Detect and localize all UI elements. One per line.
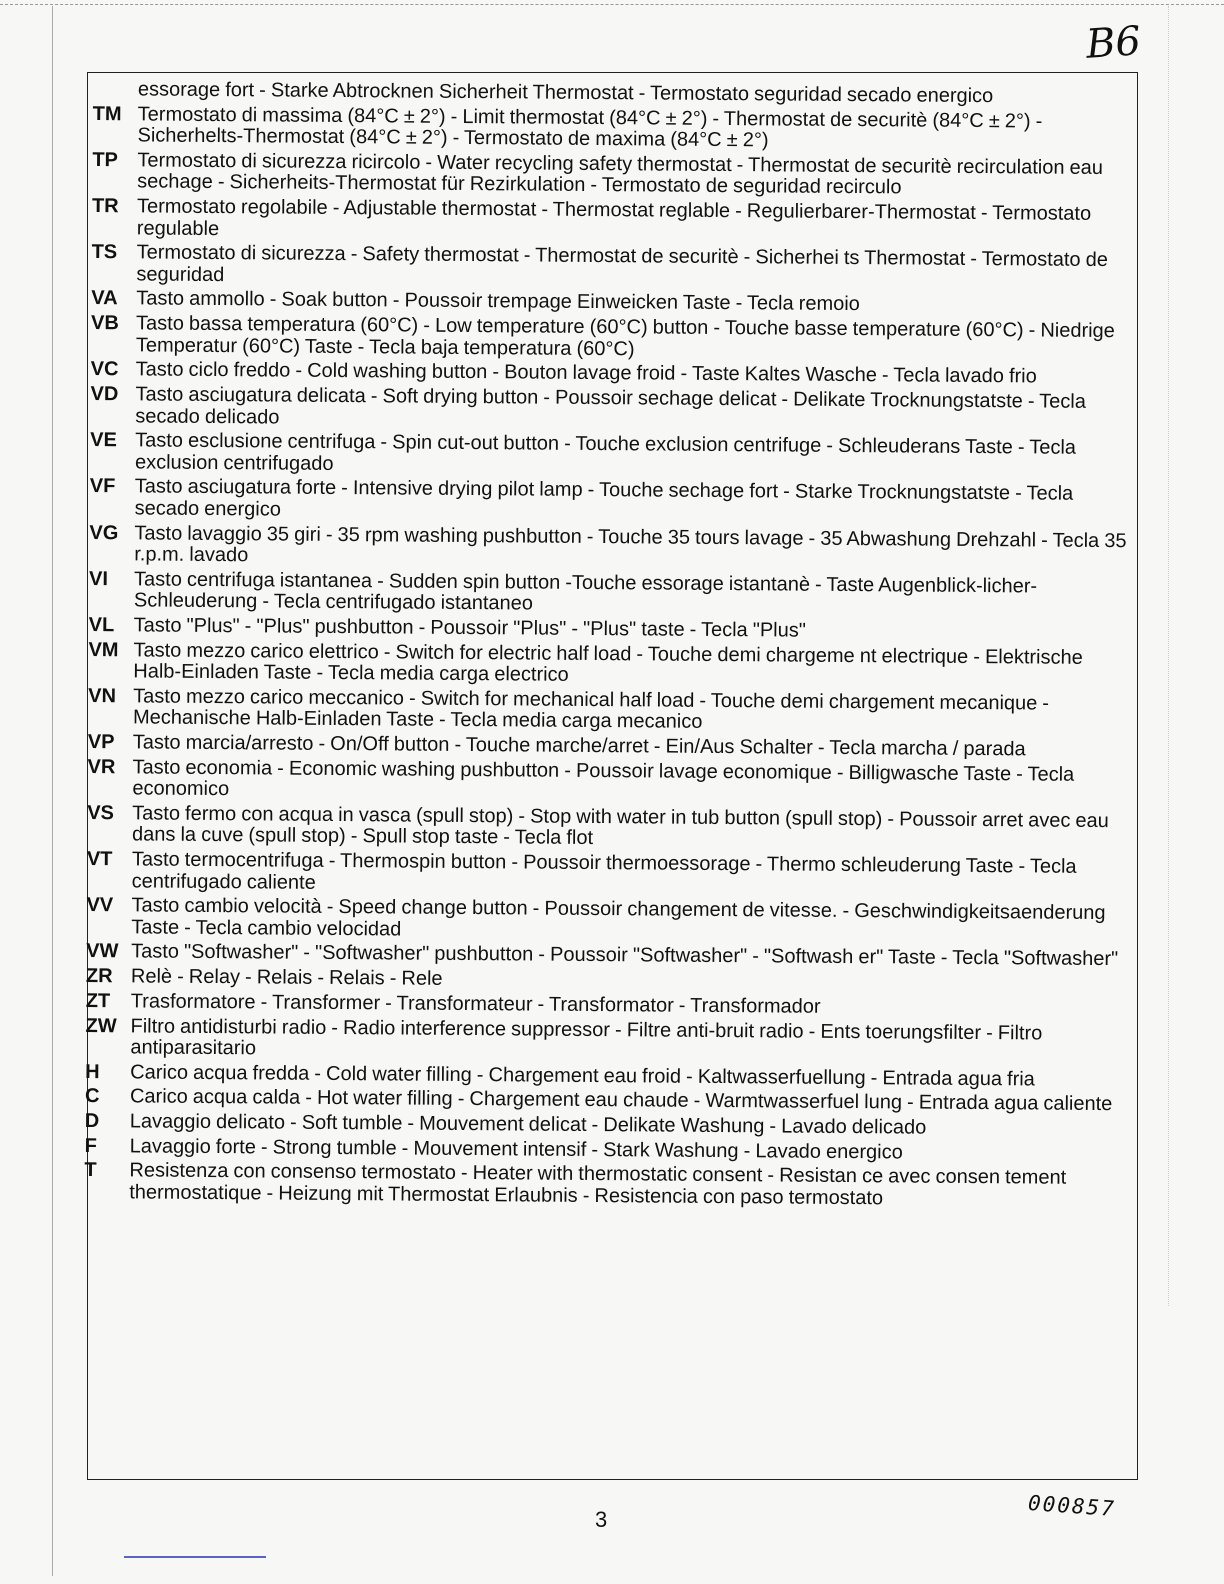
legend-code: VI [88,567,109,590]
legend-description: Lavaggio delicato - Soft tumble - Mouvement delicat - Delikate Washung - Lavado delicado [129,1110,927,1139]
legend-code: VR [87,755,116,778]
legend-description: Tasto centrifuga istantanea - Sudden spin button -Touche essorage istantanè - Taste Augenblick-licher-Schleuderung - Tecla centrifugado istantaneo [133,568,1038,615]
legend-entry [86,242,1137,293]
document-id: 000857 [1027,1490,1117,1522]
legend-entry [86,313,1137,364]
legend-entry [85,384,1136,435]
legend-code: VD [90,383,119,406]
legend-description: Relè - Relay - Relais - Relais - Rele [130,965,443,990]
page-number: 3 [595,1507,608,1532]
left-margin-rule [52,6,53,1576]
legend-entry [84,569,1135,620]
legend-entry [82,757,1133,808]
legend-entry [87,104,1138,155]
legend-description: Tasto "Plus" - "Plus" pushbutton - Poussoir "Plus" - "Plus" taste - Tecla "Plus" [133,614,806,642]
legend-code: VC [90,358,119,381]
legend-code: VP [87,731,115,754]
legend-entry [87,150,1138,201]
legend-description: Carico acqua calda - Hot water filling - Chargement eau chaude - Warmtwasserfuel lung - Entrada agua caliente [129,1085,1113,1116]
legend-code: ZR [85,965,113,988]
legend-list [79,79,1139,1215]
legend-description: Tasto lavaggio 35 giri - 35 rpm washing pushbutton - Touche 35 tours lavage - 35 Abwashung Drehzahl - Tecla 35 r.p.m. lavado [134,521,1127,567]
legend-code: VW [86,940,119,963]
legend-description: Tasto asciugatura delicata - Soft drying button - Poussoir sechage delicat - Delikate Trocknungstatste - Tecla secado delicado [135,383,1087,429]
legend-description: Tasto cambio velocità - Speed change button - Poussoir changement de vitesse. - Geschwindigkeitsaenderung Taste - Tecla cambio velocidad [131,894,1106,941]
legend-code: D [84,1110,100,1133]
legend-code: VV [86,894,114,917]
legend-code: ZT [85,989,111,1013]
legend-entry [83,640,1134,691]
legend-code: VE [90,429,117,452]
legend-description: Tasto marcia/arresto - On/Off button - Touche marche/arret - Ein/Aus Schalter - Tecla marcha / parada [132,731,1026,761]
legend-entry [85,430,1136,481]
legend-code: TR [91,195,119,218]
legend-code: H [85,1060,100,1083]
footer-underline [124,1556,266,1558]
legend-code: VA [91,287,118,310]
legend-code: VB [90,312,119,335]
legend-description: Tasto mezzo carico meccanico - Switch for mechanical half load - Touche demi chargement mecanique - Mechanische Halb-Einladen Taste - Tecla media carga mecanico [132,685,1050,734]
legend-description: Termostato di sicurezza - Safety thermostat - Thermostat de securitè - Sicherhei ts Thermostat - Termostato de seguridad [136,241,1108,286]
legend-entry [87,196,1138,247]
legend-entry [82,849,1133,900]
legend-entry [81,895,1132,946]
legend-code: VL [88,613,115,637]
legend-description: Tasto esclusione centrifuga - Spin cut-out button - Touche exclusion centrifuge - Schleuderans Taste - Tecla exclusion centrifugado [134,429,1077,475]
legend-description: essorage fort - Starke Abtrocknen Sicherheit Thermostat - Termostato seguridad secado energico [137,78,994,108]
handwritten-page-code: B6 [1084,18,1143,68]
legend-code: T [84,1159,97,1182]
legend-description: Carico acqua fredda - Cold water filling - Chargement eau froid - Kaltwasserfuellung - Entrada agua fria [130,1061,1035,1091]
legend-code: TM [92,102,122,125]
legend-code: VG [89,521,119,544]
legend-description: Tasto fermo con acqua in vasca (spull stop) - Stop with water in tub button (spull stop) - Poussoir arret avec eau dans la cuve (spull stop) - Spull stop taste - Tecla flot [131,802,1109,850]
legend-description: Trasformatore - Transformer - Transformateur - Transformator - Transformador [130,990,821,1018]
legend-description: Lavaggio forte - Strong tumble - Mouvement intensif - Stark Washung - Lavado energico [129,1135,903,1164]
legend-code: VF [89,475,116,498]
legend-box [84,72,1138,1480]
legend-description: Tasto mezzo carico elettrico - Switch for electric half load - Touche demi chargeme nt electrique - Elektrische Halb-Einladen Taste - Tecla media carga electrico [133,639,1083,686]
legend-description: Tasto "Softwasher" - "Softwasher" pushbutton - Poussoir "Softwasher" - "Softwash er" Taste - Tecla "Softwasher" [131,940,1119,971]
legend-code: ZW [85,1014,117,1037]
legend-code: TS [91,241,118,264]
legend-code: VN [88,684,117,708]
legend-code: VM [88,638,119,661]
legend-code: F [84,1134,97,1157]
legend-entry [79,1160,1130,1211]
legend-code: VT [86,848,113,871]
legend-entry [82,803,1133,854]
legend-entry [83,686,1134,737]
legend-code: C [84,1085,100,1108]
right-margin-rule [1168,6,1169,1306]
legend-description: Tasto termocentrifuga - Thermospin button - Poussoir thermoessorage - Thermo schleuderung Taste - Tecla centrifugado caliente [131,848,1077,894]
legend-entry [85,476,1136,527]
legend-entry [80,1015,1131,1066]
legend-description: Tasto economia - Economic washing pushbutton - Poussoir lavage economique - Billigwasche Taste - Tecla economico [132,756,1075,801]
legend-code: VS [87,801,115,825]
legend-entry [84,523,1135,574]
legend-description: Tasto asciugatura forte - Intensive drying pilot lamp - Touche sechage fort - Starke Trocknungstatste - Tecla secado energico [134,475,1074,521]
legend-description: Termostato regolabile - Adjustable thermostat - Thermostat reglable - Regulierbarer-Thermostat - Termostato regulable [136,195,1092,240]
legend-description: Filtro antidisturbi radio - Radio interference suppressor - Filtre anti-bruit radio - Ents toerungsfilter - Filtro antiparasitario [130,1014,1043,1060]
top-dashed-rule [0,4,1224,5]
legend-description: Tasto ammollo - Soak button - Poussoir trempage Einweicken Taste - Tecla remoio [136,287,860,316]
legend-description: Resistenza con consenso termostato - Heater with thermostatic consent - Resistan ce avec consen tement thermostatique - Heizung mit Thermostat Erlaubnis - Resistencia con paso termostato [129,1159,1067,1210]
legend-description: Termostato di massima (84°C ± 2°) - Limit thermostat (84°C ± 2°) - Thermostat de securitè (84°C ± 2°) - Sicherhelts-Thermostat (84°C ± 2°) - Termostato de maxima (84°C ± 2°) [137,103,1043,152]
legend-code: TP [92,148,119,172]
legend-description: Termostato di sicurezza ricircolo - Water recycling safety thermostat - Thermostat de securitè recirculation eau sechage - Sicherheits-Thermostat für Rezirkulation - Termostato de seguridad recirculo [137,149,1103,199]
legend-description: Tasto ciclo freddo - Cold washing button - Bouton lavage froid - Taste Kaltes Wasche - Tecla lavado frio [135,358,1037,388]
legend-description: Tasto bassa temperatura (60°C) - Low temperature (60°C) button - Touche basse temperature (60°C) - Niedrige Temperatur (60°C) Taste - Tecla baja temperatura (60°C) [135,312,1115,360]
